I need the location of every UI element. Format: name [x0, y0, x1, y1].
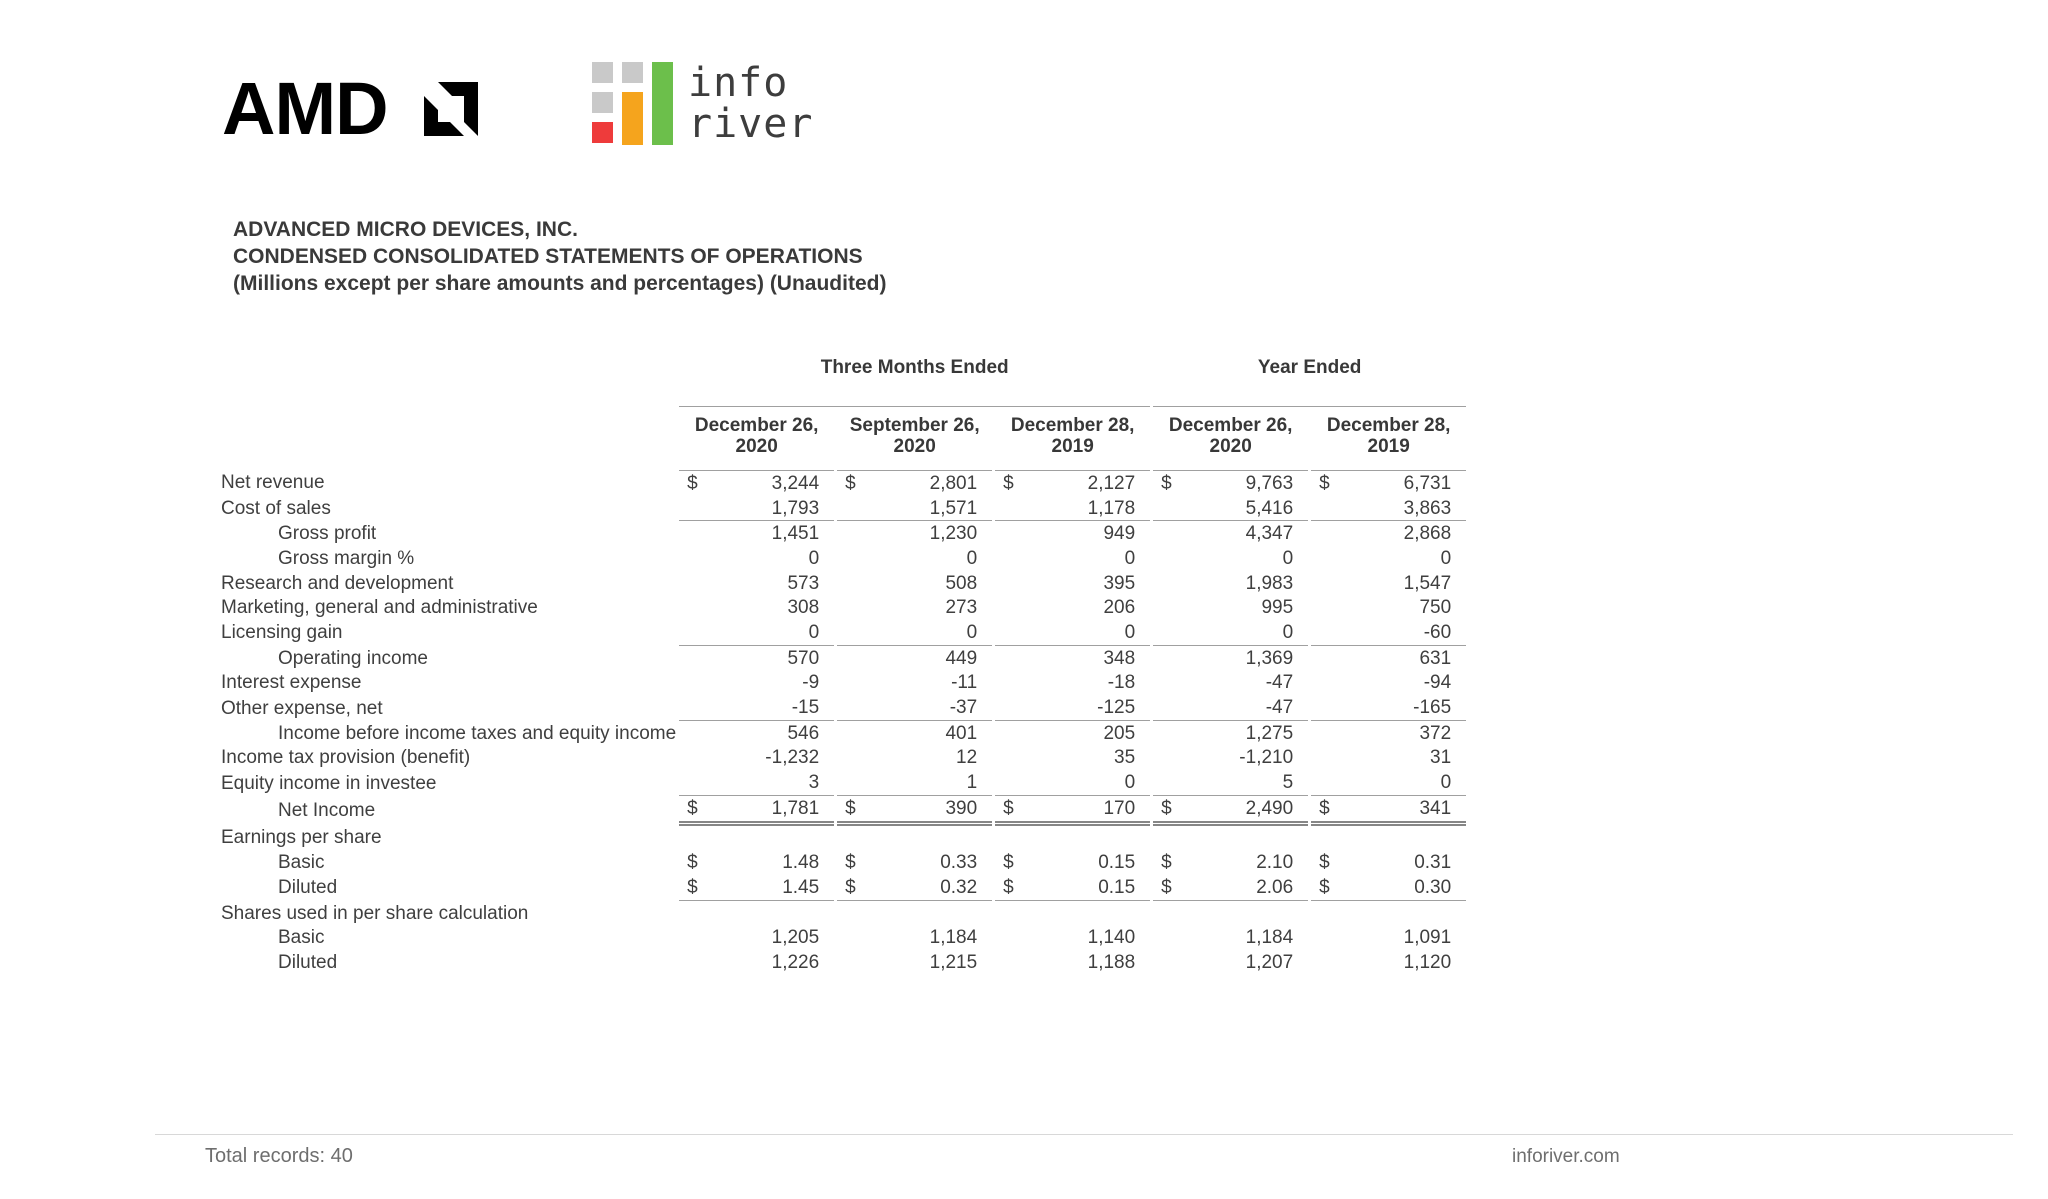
data-cell: [995, 571, 1150, 596]
cell-value: -9: [802, 672, 820, 694]
data-cell: [679, 595, 834, 620]
data-cell: [1311, 826, 1466, 851]
cell-value: 205: [1103, 722, 1136, 744]
data-cell: [1153, 746, 1308, 771]
cell-value: -11: [951, 672, 978, 694]
data-cell: [679, 721, 834, 746]
title-company: ADVANCED MICRO DEVICES, INC.: [233, 218, 578, 241]
dollar-sign: $: [687, 472, 698, 494]
statements-table: [218, 352, 1469, 975]
cell-value: 2,868: [1403, 523, 1452, 545]
data-cell: [837, 521, 992, 546]
table-row[interactable]: [221, 826, 1466, 851]
row-label: Income tax provision (benefit): [221, 747, 471, 769]
row-label: Equity income in investee: [221, 772, 437, 794]
cell-value: 0: [1282, 547, 1294, 569]
data-cell: [1311, 620, 1466, 646]
cell-value: 206: [1103, 597, 1136, 619]
cell-value: 308: [787, 597, 820, 619]
cell-value: 0.32: [940, 876, 978, 898]
data-cell: [995, 546, 1150, 571]
inforiver-link[interactable]: inforiver.com: [1512, 1146, 1620, 1167]
table-row[interactable]: [221, 695, 1466, 721]
cell-value: 1,184: [929, 927, 978, 949]
table-row[interactable]: [221, 496, 1466, 522]
data-cell: [837, 875, 992, 901]
cell-value: 0: [1440, 547, 1452, 569]
data-cell: [1311, 950, 1466, 975]
cell-value: 1,793: [771, 497, 820, 519]
data-cell: [837, 620, 992, 646]
data-cell: [995, 595, 1150, 620]
group-header-row: [221, 352, 1466, 407]
row-label: Basic: [278, 852, 325, 874]
logo-bar-orange: [622, 92, 643, 145]
cell-value: 35: [1114, 747, 1136, 769]
row-label: Diluted: [278, 877, 338, 899]
data-cell: [837, 950, 992, 975]
cell-value: 6,731: [1403, 472, 1452, 494]
data-cell: [995, 796, 1150, 826]
dollar-sign: $: [1161, 472, 1172, 494]
cell-value: 0: [1124, 547, 1136, 569]
cell-value: 1,781: [771, 797, 820, 819]
dollar-sign: $: [1003, 852, 1014, 874]
dollar-sign: $: [845, 797, 856, 819]
column-header-spacer: [221, 407, 676, 470]
data-cell: [995, 721, 1150, 746]
data-cell: [995, 850, 1150, 875]
cell-value: 3: [808, 772, 820, 794]
group-header-spacer: [221, 352, 676, 407]
data-cell: [995, 470, 1150, 496]
cell-value: -1,210: [1239, 747, 1294, 769]
data-cell: [1153, 796, 1308, 826]
data-cell: [679, 695, 834, 721]
data-cell: [837, 796, 992, 826]
inforiver-wordmark-line1: info: [688, 60, 789, 106]
dollar-sign: $: [687, 797, 698, 819]
row-label: Income before income taxes and equity income: [278, 722, 677, 744]
table-row[interactable]: [221, 620, 1466, 646]
data-cell: [679, 875, 834, 901]
cell-value: 2.10: [1256, 852, 1294, 874]
data-cell: [679, 850, 834, 875]
cell-value: 0: [1124, 772, 1136, 794]
data-cell: [995, 950, 1150, 975]
row-label: Cost of sales: [221, 498, 331, 520]
cell-value: 3,244: [771, 472, 820, 494]
data-cell: [1311, 470, 1466, 496]
group-header-year-ended: Year Ended: [1153, 352, 1466, 407]
row-label: Licensing gain: [221, 622, 343, 644]
amd-arrow-icon: [424, 82, 478, 136]
cell-value: 1,178: [1087, 497, 1136, 519]
data-cell: [995, 671, 1150, 696]
data-cell: [1311, 770, 1466, 796]
dollar-sign: $: [1161, 797, 1172, 819]
data-cell: [837, 695, 992, 721]
cell-value: -47: [1265, 672, 1294, 694]
cell-value: 508: [945, 572, 978, 594]
data-cell: [1153, 646, 1308, 671]
cell-value: -165: [1413, 697, 1452, 719]
table-row[interactable]: [221, 746, 1466, 771]
cell-value: 449: [945, 647, 978, 669]
cell-value: 0.31: [1414, 852, 1452, 874]
data-cell: [995, 746, 1150, 771]
data-cell: [1153, 850, 1308, 875]
cell-value: 1.45: [782, 876, 820, 898]
cell-value: 4,347: [1245, 523, 1294, 545]
table-row[interactable]: [221, 875, 1466, 901]
cell-value: 0.15: [1098, 852, 1136, 874]
row-label: Other expense, net: [221, 697, 383, 719]
data-cell: [1153, 521, 1308, 546]
row-label: Gross margin %: [278, 547, 415, 569]
dollar-sign: $: [1003, 472, 1014, 494]
report-title: [233, 216, 886, 297]
data-cell: [679, 620, 834, 646]
cell-value: 1,369: [1245, 647, 1294, 669]
dollar-sign: $: [845, 472, 856, 494]
data-cell: [995, 496, 1150, 522]
cell-value: 2.06: [1256, 876, 1294, 898]
cell-value: 0: [1440, 772, 1452, 794]
data-cell: [679, 571, 834, 596]
cell-value: 5,416: [1245, 497, 1294, 519]
cell-value: 1.48: [782, 852, 820, 874]
data-cell: [1311, 646, 1466, 671]
data-cell: [837, 646, 992, 671]
cell-value: 0: [966, 547, 978, 569]
cell-value: 1,184: [1245, 927, 1294, 949]
data-cell: [1311, 496, 1466, 522]
data-cell: [1311, 850, 1466, 875]
data-cell: [837, 546, 992, 571]
cell-value: 390: [945, 797, 978, 819]
cell-value: -125: [1097, 697, 1136, 719]
data-cell: [1153, 721, 1308, 746]
data-cell: [679, 546, 834, 571]
dollar-sign: $: [1319, 472, 1330, 494]
logo-square-red: [592, 122, 613, 143]
data-cell: [1311, 521, 1466, 546]
data-cell: [995, 620, 1150, 646]
data-cell: [837, 470, 992, 496]
cell-value: 372: [1419, 722, 1452, 744]
cell-value: 1,226: [771, 951, 820, 973]
cell-value: 2,127: [1087, 472, 1136, 494]
row-label: Operating income: [278, 647, 428, 669]
data-cell: [1311, 925, 1466, 950]
cell-value: 0: [1124, 621, 1136, 643]
dollar-sign: $: [1161, 852, 1172, 874]
data-cell: [995, 646, 1150, 671]
data-cell: [1311, 671, 1466, 696]
data-cell: [837, 850, 992, 875]
data-cell: [837, 746, 992, 771]
table-row[interactable]: [221, 595, 1466, 620]
total-records: Total records: 40: [205, 1145, 353, 1167]
cell-value: 1,140: [1087, 927, 1136, 949]
cell-value: 170: [1103, 797, 1136, 819]
amd-logo: [222, 67, 478, 150]
data-cell: [1311, 571, 1466, 596]
inforiver-logo-icon: [592, 62, 673, 145]
data-cell: [1153, 950, 1308, 975]
data-cell: [1311, 796, 1466, 826]
cell-value: -15: [791, 697, 820, 719]
table-row[interactable]: [221, 925, 1466, 950]
data-cell: [837, 721, 992, 746]
data-cell: [837, 901, 992, 926]
cell-value: 0.15: [1098, 876, 1136, 898]
data-cell: [679, 470, 834, 496]
dollar-sign: $: [845, 852, 856, 874]
data-cell: [1311, 546, 1466, 571]
table-row[interactable]: [221, 671, 1466, 696]
data-cell: [995, 521, 1150, 546]
table-row[interactable]: [221, 770, 1466, 796]
data-cell: [679, 521, 834, 546]
dollar-sign: $: [845, 876, 856, 898]
data-cell: [679, 925, 834, 950]
cell-value: 1: [966, 772, 978, 794]
inforiver-wordmark-line2: river: [688, 101, 814, 147]
statements-table-container: [218, 352, 1469, 975]
data-cell: [837, 826, 992, 851]
dollar-sign: $: [1319, 876, 1330, 898]
data-cell: [679, 671, 834, 696]
data-cell: [1153, 496, 1308, 522]
data-cell: [1153, 620, 1308, 646]
table-row[interactable]: [221, 521, 1466, 546]
data-cell: [837, 770, 992, 796]
row-label: Gross profit: [278, 523, 377, 545]
cell-value: 2,490: [1245, 797, 1294, 819]
group-header-three-months: Three Months Ended: [679, 352, 1150, 407]
cell-value: 1,207: [1245, 951, 1294, 973]
column-header: December 28, 2019: [1326, 415, 1451, 457]
cell-value: -47: [1265, 697, 1294, 719]
logo-square-gray: [592, 62, 613, 83]
cell-value: 631: [1419, 647, 1452, 669]
data-cell: [679, 496, 834, 522]
data-cell: [1153, 925, 1308, 950]
cell-value: 1,120: [1403, 951, 1452, 973]
table-row[interactable]: [221, 646, 1466, 671]
cell-value: 2,801: [929, 472, 978, 494]
cell-value: 1,205: [771, 927, 820, 949]
table-row[interactable]: [221, 721, 1466, 746]
data-cell: [1311, 595, 1466, 620]
cell-value: 1,091: [1403, 927, 1452, 949]
cell-value: 395: [1103, 572, 1136, 594]
row-label: Net Income: [278, 800, 376, 822]
table-row[interactable]: [221, 850, 1466, 875]
data-cell: [837, 496, 992, 522]
cell-value: 546: [787, 722, 820, 744]
data-cell: [837, 671, 992, 696]
cell-value: 0: [966, 621, 978, 643]
dollar-sign: $: [1003, 797, 1014, 819]
column-header-row: [221, 407, 1466, 470]
table-row[interactable]: [221, 901, 1466, 926]
cell-value: 0: [808, 621, 820, 643]
cell-value: 0.33: [940, 852, 978, 874]
data-cell: [1311, 746, 1466, 771]
data-cell: [1153, 770, 1308, 796]
cell-value: 401: [945, 722, 978, 744]
cell-value: 1,215: [929, 951, 978, 973]
cell-value: -94: [1423, 672, 1452, 694]
footer-divider: [155, 1134, 2013, 1135]
row-label: Interest expense: [221, 672, 362, 694]
data-cell: [1311, 875, 1466, 901]
logo-bar-green: [652, 62, 673, 145]
data-cell: [1311, 901, 1466, 926]
cell-value: -37: [949, 697, 978, 719]
data-cell: [679, 746, 834, 771]
amd-wordmark: AMD: [222, 67, 388, 150]
logo-square-gray: [622, 62, 643, 83]
column-header: September 26, 2020: [849, 415, 980, 457]
table-row[interactable]: [221, 950, 1466, 975]
data-cell: [1153, 595, 1308, 620]
data-cell: [995, 770, 1150, 796]
cell-value: 1,188: [1087, 951, 1136, 973]
cell-value: 1,571: [929, 497, 978, 519]
title-note: (Millions except per share amounts and percentages) (Unaudited): [233, 272, 887, 295]
data-cell: [1153, 826, 1308, 851]
row-label: Net revenue: [221, 472, 325, 494]
cell-value: -1,232: [765, 747, 820, 769]
cell-value: 0: [1282, 621, 1294, 643]
data-cell: [995, 695, 1150, 721]
data-cell: [679, 901, 834, 926]
table-row[interactable]: [221, 470, 1466, 496]
cell-value: 341: [1419, 797, 1452, 819]
cell-value: 1,983: [1245, 572, 1294, 594]
cell-value: 348: [1103, 647, 1136, 669]
row-label: Shares used in per share calculation: [221, 902, 529, 924]
row-label: Diluted: [278, 951, 338, 973]
table-body: [221, 470, 1466, 975]
table-row[interactable]: [221, 796, 1466, 826]
inforiver-logo: [592, 62, 813, 145]
cell-value: 0.30: [1414, 876, 1452, 898]
cell-value: 573: [787, 572, 820, 594]
column-header: December 26, 2020: [1168, 415, 1293, 457]
cell-value: 3,863: [1403, 497, 1452, 519]
cell-value: 12: [956, 747, 978, 769]
data-cell: [679, 646, 834, 671]
data-cell: [679, 796, 834, 826]
data-cell: [1153, 901, 1308, 926]
table-row[interactable]: [221, 546, 1466, 571]
data-cell: [1153, 470, 1308, 496]
data-cell: [1153, 546, 1308, 571]
data-cell: [1153, 695, 1308, 721]
data-cell: [995, 901, 1150, 926]
row-label: Basic: [278, 927, 325, 949]
data-cell: [1153, 671, 1308, 696]
dollar-sign: $: [1161, 876, 1172, 898]
data-cell: [1153, 875, 1308, 901]
data-cell: [679, 826, 834, 851]
cell-value: 949: [1103, 523, 1136, 545]
column-header: December 28, 2019: [1010, 415, 1135, 457]
title-statement: CONDENSED CONSOLIDATED STATEMENTS OF OPERATIONS: [233, 245, 863, 268]
row-label: Research and development: [221, 572, 454, 594]
data-cell: [995, 925, 1150, 950]
inforiver-wordmark: [688, 60, 814, 147]
cell-value: 570: [787, 647, 820, 669]
cell-value: 995: [1261, 597, 1294, 619]
row-label: Marketing, general and administrative: [221, 597, 538, 619]
data-cell: [1311, 695, 1466, 721]
dollar-sign: $: [1003, 876, 1014, 898]
logo-square-gray: [592, 92, 613, 113]
data-cell: [995, 875, 1150, 901]
cell-value: 273: [945, 597, 978, 619]
table-row[interactable]: [221, 571, 1466, 596]
data-cell: [837, 925, 992, 950]
data-cell: [995, 826, 1150, 851]
dollar-sign: $: [687, 852, 698, 874]
data-cell: [837, 571, 992, 596]
dollar-sign: $: [687, 876, 698, 898]
data-cell: [1153, 571, 1308, 596]
cell-value: 1,275: [1245, 722, 1294, 744]
cell-value: 9,763: [1245, 472, 1294, 494]
cell-value: 5: [1282, 772, 1294, 794]
cell-value: 1,547: [1403, 572, 1452, 594]
data-cell: [837, 595, 992, 620]
dollar-sign: $: [1319, 852, 1330, 874]
cell-value: 1,451: [771, 523, 820, 545]
data-cell: [1311, 721, 1466, 746]
cell-value: 31: [1430, 747, 1452, 769]
cell-value: 1,230: [929, 523, 978, 545]
cell-value: -60: [1423, 621, 1452, 643]
data-cell: [679, 950, 834, 975]
cell-value: 750: [1419, 597, 1452, 619]
cell-value: -18: [1107, 672, 1136, 694]
dollar-sign: $: [1319, 797, 1330, 819]
column-header: December 26, 2020: [694, 415, 819, 457]
data-cell: [679, 770, 834, 796]
cell-value: 0: [808, 547, 820, 569]
row-label: Earnings per share: [221, 827, 382, 849]
